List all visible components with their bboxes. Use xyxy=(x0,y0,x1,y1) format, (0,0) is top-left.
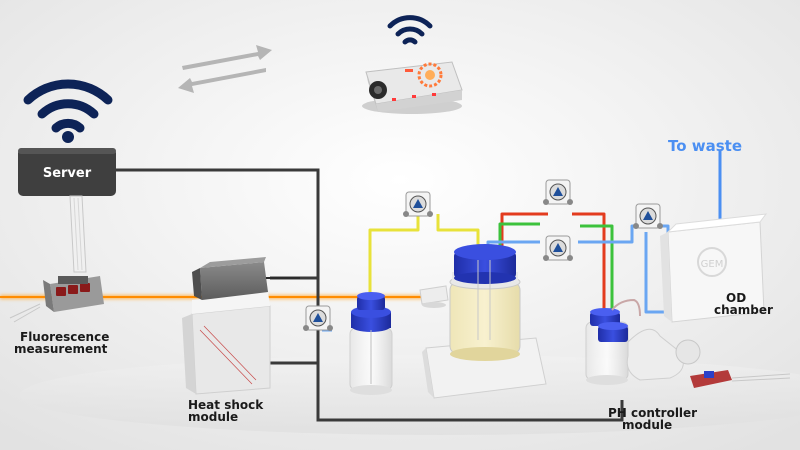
od-label-line1: OD xyxy=(726,291,747,305)
peristaltic-pump-icon xyxy=(543,180,573,205)
ph-label-line1: PH controller xyxy=(608,406,698,420)
od-chamber-emblem: GEM xyxy=(700,259,724,270)
peristaltic-pump-icon xyxy=(403,192,433,217)
heat-shock-label-line1: Heat shock xyxy=(188,398,264,412)
od-label-line2: chamber xyxy=(714,303,773,317)
ph-label-line2: module xyxy=(622,418,673,432)
waste-label: To waste xyxy=(668,137,743,155)
fluorescence-label-line2: measurement xyxy=(14,342,108,356)
heat-shock-label-line2: module xyxy=(188,410,239,424)
peristaltic-pump-icon xyxy=(543,236,573,261)
server-box xyxy=(18,148,116,196)
server-label: Server xyxy=(42,166,92,181)
peristaltic-pump-icon xyxy=(633,204,663,229)
fluorescence-label-line1: Fluorescence xyxy=(20,330,110,344)
peristaltic-pump-icon xyxy=(303,306,333,331)
sensor-probe xyxy=(420,286,448,308)
